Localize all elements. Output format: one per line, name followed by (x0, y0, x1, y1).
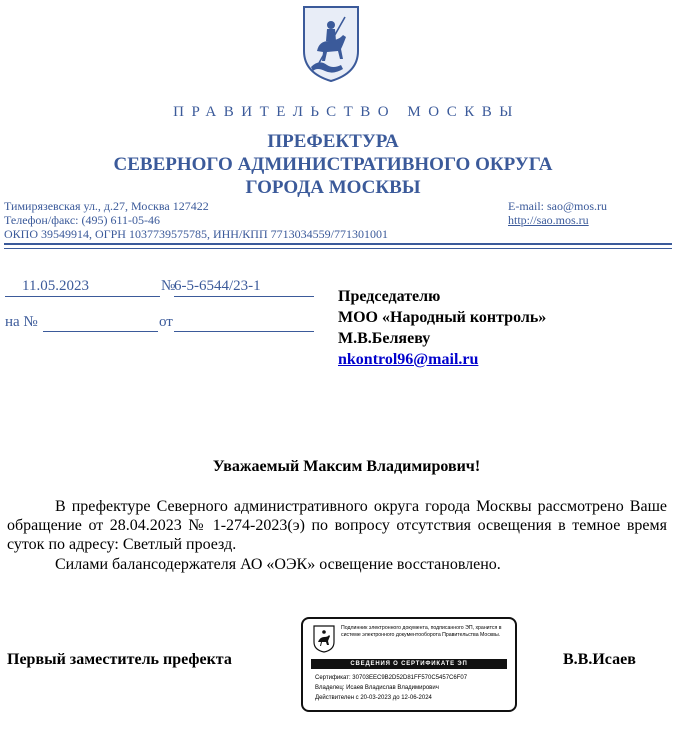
outgoing-date: 11.05.2023 (22, 278, 89, 294)
prefecture-website-link[interactable]: http://sao.mos.ru (508, 213, 589, 227)
electronic-signature-stamp (301, 617, 517, 712)
stamp-certificate: Сертификат: 30703EEC9B2D52D81FF570C5457C6F07 (315, 675, 468, 681)
moscow-emblem-icon (313, 625, 335, 653)
addressee-organization: МОО «Народный контроль» (338, 309, 547, 326)
signatory-name: В.В.Исаев (563, 651, 636, 668)
letter-paragraph-1: В префектуре Северного административного округа города Москвы рассмотрено Ваше обращение от 28.04.2023 № 1-274-2023(э) по вопросу отсутствия освещения в темное время суток по адресу: Светлый проезд. (7, 498, 667, 553)
prefecture-phone: Телефон/факс: (495) 611-05-46 (4, 213, 161, 227)
reply-date-underline (174, 331, 314, 332)
prefecture-title-line3: ГОРОДА МОСКВЫ (245, 177, 421, 198)
stamp-header-text: Подлинник электронного документа, подписанного ЭП, хранится в системе электронного документооборота Правительства Москвы. (341, 625, 502, 638)
signatory-position: Первый заместитель префекта (7, 651, 232, 668)
reply-number-underline (43, 331, 158, 332)
outgoing-number: 6-5-6544/23-1 (174, 278, 261, 294)
prefecture-title-line2: СЕВЕРНОГО АДМИНИСТРАТИВНОГО ОКРУГА (113, 154, 553, 175)
reply-from-label: от (159, 314, 173, 330)
letter-body (7, 497, 667, 574)
letterhead-divider-thick (4, 243, 672, 245)
date-underline (5, 296, 160, 297)
prefecture-address: Тимирязевская ул., д.27, Москва 127422 (4, 199, 209, 213)
government-title: ПРАВИТЕЛЬСТВО МОСКВЫ (173, 104, 520, 120)
number-underline (174, 296, 314, 297)
stamp-validity: Действителен с 20-03-2023 до 12-06-2024 (315, 695, 432, 701)
addressee-email-link[interactable]: nkontrol96@mail.ru (338, 351, 479, 368)
prefecture-title-line1: ПРЕФЕКТУРА (267, 131, 399, 152)
reply-to-number-label: на № (5, 314, 38, 330)
letterhead-divider-thin (4, 248, 672, 249)
stamp-certificate-bar: СВЕДЕНИЯ О СЕРТИФИКАТЕ ЭП (311, 659, 507, 669)
addressee-position: Председателю (338, 288, 441, 305)
letter-paragraph-2: Силами балансодержателя АО «ОЭК» освещение восстановлено. (55, 556, 501, 573)
outgoing-number-label: № (161, 278, 176, 294)
addressee-name: М.В.Беляеву (338, 330, 431, 347)
moscow-coat-of-arms-emblem (301, 5, 361, 83)
stamp-owner: Владелец: Исаев Владислав Владимирович (315, 685, 439, 691)
prefecture-codes: ОКПО 39549914, ОГРН 1037739575785, ИНН/КПП 7713034559/771301001 (4, 227, 388, 241)
prefecture-email: E-mail: sao@mos.ru (508, 199, 608, 213)
letter-greeting: Уважаемый Максим Владимирович! (212, 458, 481, 475)
